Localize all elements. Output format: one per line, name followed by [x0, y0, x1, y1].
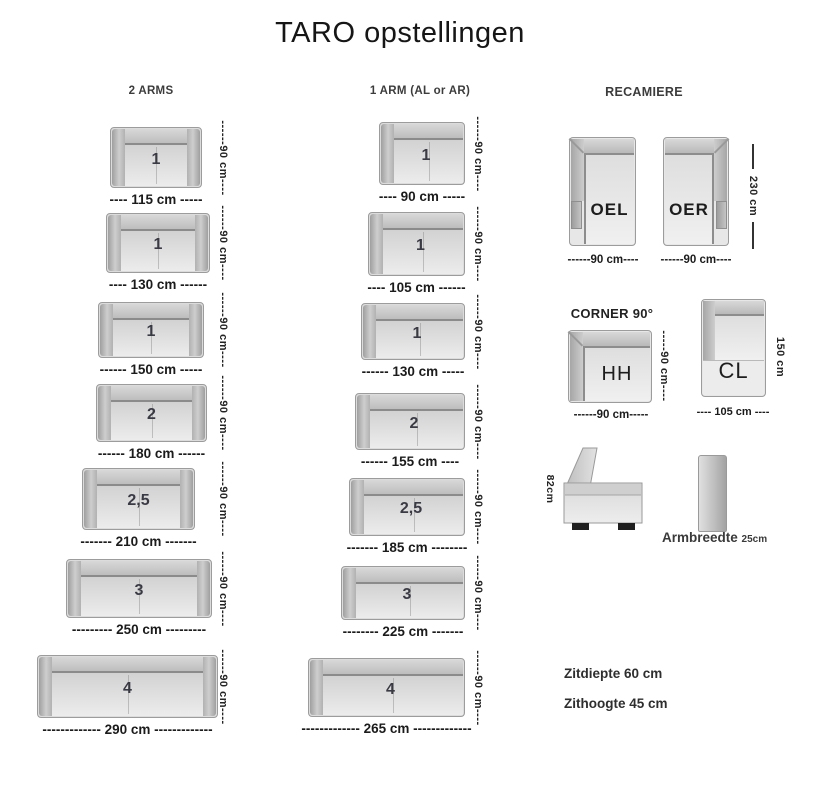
- depth-label: ------90 cm----: [217, 205, 229, 281]
- seat-count-label: 1: [151, 150, 161, 168]
- oel-width-label: ------90 cm----: [567, 254, 639, 266]
- seat-count-label: 1: [153, 236, 163, 254]
- depth-label: ------90 cm----: [472, 649, 484, 726]
- height-dim-label: 230 cm: [747, 175, 759, 217]
- sofa-top-view-one_arm-2: [361, 303, 465, 360]
- seat-count-label: 2: [409, 414, 419, 432]
- height-dim-line-top: [752, 144, 754, 169]
- sofa-top-view-two_arms-5: [66, 559, 212, 618]
- hh-label: HH: [601, 363, 633, 385]
- depth-label: ------90 cm----: [472, 115, 484, 192]
- width-label: ------ 150 cm -----: [99, 362, 203, 377]
- oel-unit-top-view: [569, 137, 636, 246]
- oer-width-label: ------90 cm----: [660, 254, 732, 266]
- backrest: [81, 561, 197, 577]
- sofa-top-view-one_arm-0: [379, 122, 465, 185]
- backrest: [364, 480, 463, 496]
- depth-label: ------90 cm----: [472, 469, 484, 545]
- width-label: -------- 225 cm -------: [342, 624, 464, 639]
- width-label: ---- 90 cm -----: [378, 189, 466, 204]
- side-height-label: 82cm: [544, 474, 556, 504]
- oel-armrest: [571, 201, 582, 229]
- depth-label: ------90 cm----: [472, 293, 484, 370]
- hh-width-label: ------90 cm-----: [573, 409, 649, 421]
- sofa-top-view-two_arms-0: [110, 127, 202, 188]
- hh-corner-unit-top-view: [568, 330, 652, 403]
- sofa-top-view-two_arms-1: [106, 213, 210, 273]
- backrest: [376, 305, 463, 321]
- page-title: TARO opstellingen: [275, 17, 525, 49]
- column-header-2-arms: 2 ARMS: [128, 85, 174, 97]
- cl-width-label: ---- 105 cm ----: [696, 406, 770, 418]
- column-header-recamiere: RECAMIERE: [605, 85, 683, 99]
- depth-label: ------90 cm----: [472, 555, 484, 631]
- width-label: --------- 250 cm ---------: [71, 622, 207, 637]
- backrest: [356, 568, 463, 584]
- depth-label: ------90 cm----: [217, 648, 229, 725]
- width-label: ------------- 290 cm -------------: [42, 722, 213, 737]
- depth-label: ------90 cm----: [217, 461, 229, 537]
- width-label: ---- 130 cm ------: [108, 277, 208, 292]
- seat-count-label: 4: [386, 680, 395, 698]
- oer-label: OER: [669, 200, 709, 219]
- sofa-top-view-two_arms-6: [37, 655, 218, 718]
- width-label: ------ 130 cm -----: [361, 364, 465, 379]
- backrest: [394, 124, 463, 140]
- depth-label: ------90 cm----: [217, 119, 229, 196]
- arm-width-note-value: 25cm: [741, 534, 768, 545]
- cl-seat: [715, 316, 764, 360]
- cl-height-label: 150 cm: [774, 336, 786, 378]
- sofa-top-view-two_arms-2: [98, 302, 204, 358]
- width-label: ------------- 265 cm -------------: [301, 721, 472, 736]
- oel-label: OEL: [590, 200, 629, 219]
- backrest: [52, 657, 203, 673]
- sofa-top-view-one_arm-1: [368, 212, 465, 276]
- cl-unit-top-view: [701, 299, 766, 397]
- width-label: ------- 210 cm -------: [80, 534, 197, 549]
- seat-count-label: 3: [402, 586, 412, 604]
- cl-left-arm: [703, 301, 715, 361]
- sofa-side-view: [562, 445, 646, 533]
- depth-label: ------90 cm----: [217, 292, 229, 368]
- oer-armrest: [716, 201, 727, 229]
- hh-depth-label: -----90 cm----: [658, 330, 670, 402]
- seat-height-note: Zithoogte 45 cm: [564, 696, 668, 711]
- sofa-top-view-one_arm-3: [355, 393, 465, 450]
- backrest: [323, 660, 463, 676]
- corner-header: CORNER 90°: [570, 306, 654, 321]
- backrest: [383, 214, 463, 230]
- sofa-top-view-one_arm-5: [341, 566, 465, 620]
- seat-count-label: 2,5: [399, 500, 423, 518]
- backrest: [121, 215, 195, 231]
- seat-count-label: 1: [412, 324, 422, 342]
- width-label: ------ 180 cm ------: [97, 446, 206, 461]
- width-label: ---- 105 cm ------: [367, 280, 466, 295]
- seat-count-label: 1: [421, 146, 431, 164]
- depth-label: ------90 cm----: [217, 550, 229, 627]
- cl-label: CL: [718, 358, 749, 383]
- depth-label: ------90 cm----: [472, 206, 484, 282]
- sofa-top-view-two_arms-3: [96, 384, 207, 442]
- width-label: ------ 155 cm ----: [360, 454, 460, 469]
- arm-front-view: [698, 455, 727, 532]
- seat-count-label: 4: [123, 679, 132, 697]
- backrest: [125, 129, 187, 145]
- arm-width-note-label: Armbreedte: [662, 530, 738, 545]
- oer-seat: [665, 153, 714, 244]
- column-header-1-arm: 1 ARM (AL or AR): [369, 85, 471, 97]
- oer-unit-top-view: [663, 137, 729, 246]
- oel-seat: [584, 153, 634, 244]
- seat-depth-note: Zitdiepte 60 cm: [564, 666, 663, 681]
- seat-count-label: 1: [416, 237, 425, 255]
- width-label: ---- 115 cm -----: [109, 192, 203, 207]
- seat-count-label: 2: [147, 406, 156, 424]
- sofa-top-view-one_arm-6: [308, 658, 465, 717]
- sofa-top-view-one_arm-4: [349, 478, 465, 536]
- depth-label: ------90 cm----: [217, 375, 229, 451]
- height-dim-line-bottom: [752, 222, 754, 249]
- depth-label: ------90 cm----: [472, 383, 484, 460]
- seat-count-label: 3: [134, 581, 144, 599]
- sofa-top-view-two_arms-4: [82, 468, 195, 530]
- width-label: ------- 185 cm --------: [346, 540, 468, 555]
- seat-count-label: 2,5: [127, 492, 150, 510]
- arm-width-note: [662, 530, 767, 545]
- backrest: [370, 395, 463, 411]
- backrest: [113, 304, 189, 320]
- seat-count-label: 1: [146, 323, 156, 341]
- backrest: [97, 470, 180, 486]
- backrest: [111, 386, 192, 402]
